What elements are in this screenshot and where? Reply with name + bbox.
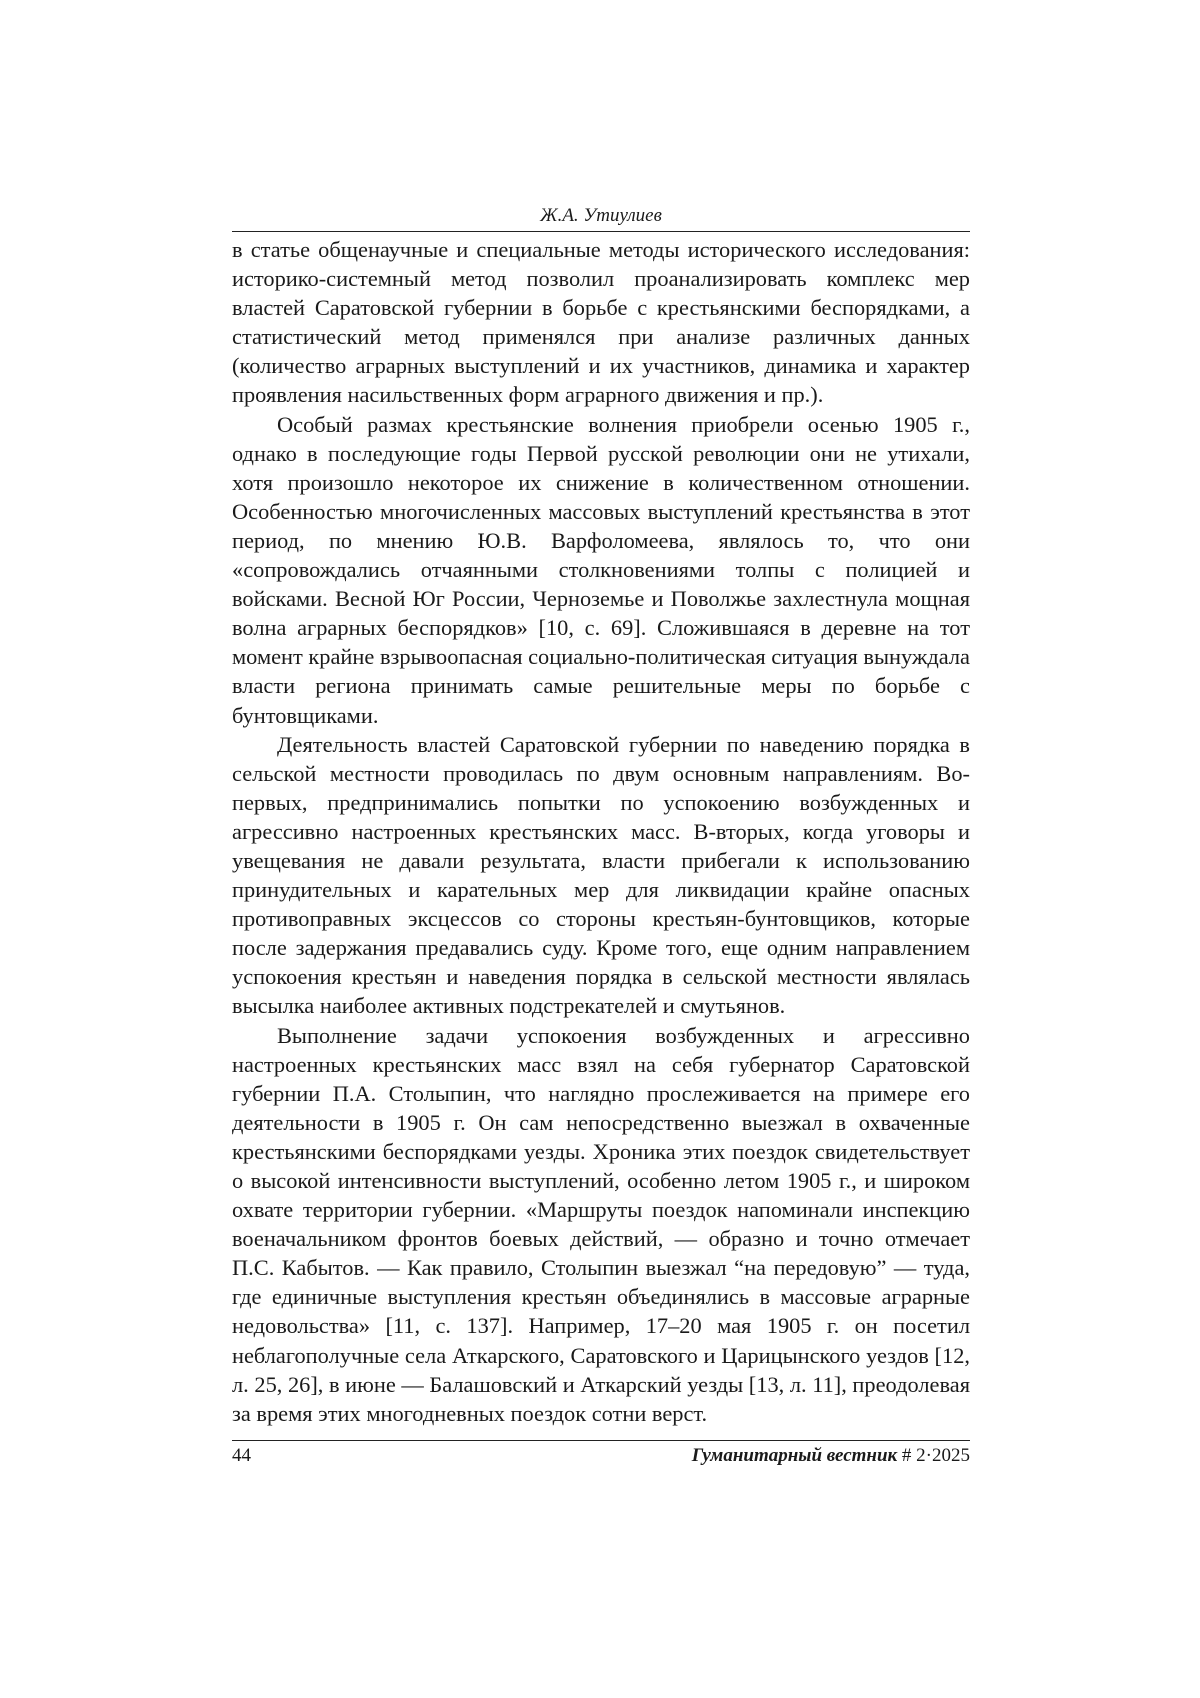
page-number: 44 — [232, 1444, 251, 1466]
paragraph: Особый размах крестьянские волнения приобрели осенью 1905 г., однако в последующие годы Первой русской революции они не утихали, хотя произошло некоторое их снижение в количественном отношении. Особенностью многочисленных массовых выступлений крестьянства в этот период, по мнению Ю.В. Варфоломеева, являлось то, что они «сопровождались отчаянными столкновениями толпы с полицией и войсками. Весной Юг России, Черноземье и Поволжье захлестнула мощная волна аграрных беспорядков» [10, с. 69]. Сложившаяся в деревне на тот момент крайне взрывоопасная социально-политическая ситуация вынуждала власти региона принимать самые решительные меры по борьбе с бунтовщиками. — [232, 411, 970, 728]
page — [232, 205, 970, 1468]
paragraph: Выполнение задачи успокоения возбужденных и агрессивно настроенных крестьянских масс взял на себя губернатор Саратовской губернии П.А. Столыпин, что наглядно прослеживается на примере его деятельности в 1905 г. Он сам непосредственно выезжал в охваченные крестьянскими беспорядками уезды. Хроника этих поездок свидетельствует о высокой интенсивности выступлений, особенно летом 1905 г., и широком охвате территории губернии. «Маршруты поездок напоминали инспекцию военачальником фронтов боевых действий, — образно и точно отмечает П.С. Кабытов. — Как правило, Столыпин выезжал “на передовую” — туда, где единичные выступления крестьян объединялись в массовые аграрные недовольства» [11, с. 137]. Например, 17–20 мая 1905 г. он посетил неблагополучные села Аткарского, Саратовского и Царицынского уездов [12, л. 25, 26], в июне — Балашовский и Аткарский уезды [13, л. 11], преодолевая за время этих многодневных поездок сотни верст. — [232, 1022, 971, 1426]
issue-number: # 2·2025 — [901, 1444, 970, 1466]
running-head: Ж.А. Утиулиев — [540, 205, 662, 226]
paragraph: Деятельность властей Саратовской губернии по наведению порядка в сельской местности проводилась по двум основным направлениям. Во-первых, предпринимались попытки по успокоению возбужденных и агрессивно настроенных крестьянских масс. В-вторых, когда уговоры и увещевания не давали результата, власти прибегали к использованию принудительных и карательных мер для ликвидации крайне опасных противоправных эксцессов со стороны крестьян-бунтовщиков, которые после задержания предавались суду. Кроме того, еще одним направлением успокоения крестьян и наведения порядка в сельской местности являлась высылка наиболее активных подстрекателей и смутьянов. — [232, 731, 970, 1019]
journal-title: Гуманитарный вестник — [691, 1444, 898, 1466]
article-body — [232, 235, 970, 1428]
header-rule — [232, 231, 970, 232]
page-footer — [232, 1441, 970, 1468]
journal-issue — [692, 1444, 970, 1468]
paragraph: в статье общенаучные и специальные методы исторического исследования: историко-системный метод позволил проанализировать комплекс мер властей Саратовской губернии в борьбе с крестьянскими беспорядками, а статистический метод применялся при анализе различных данных (количество аграрных выступлений и их участников, динамика и характер проявления насильственных форм аграрного движения и пр.). — [232, 237, 970, 408]
